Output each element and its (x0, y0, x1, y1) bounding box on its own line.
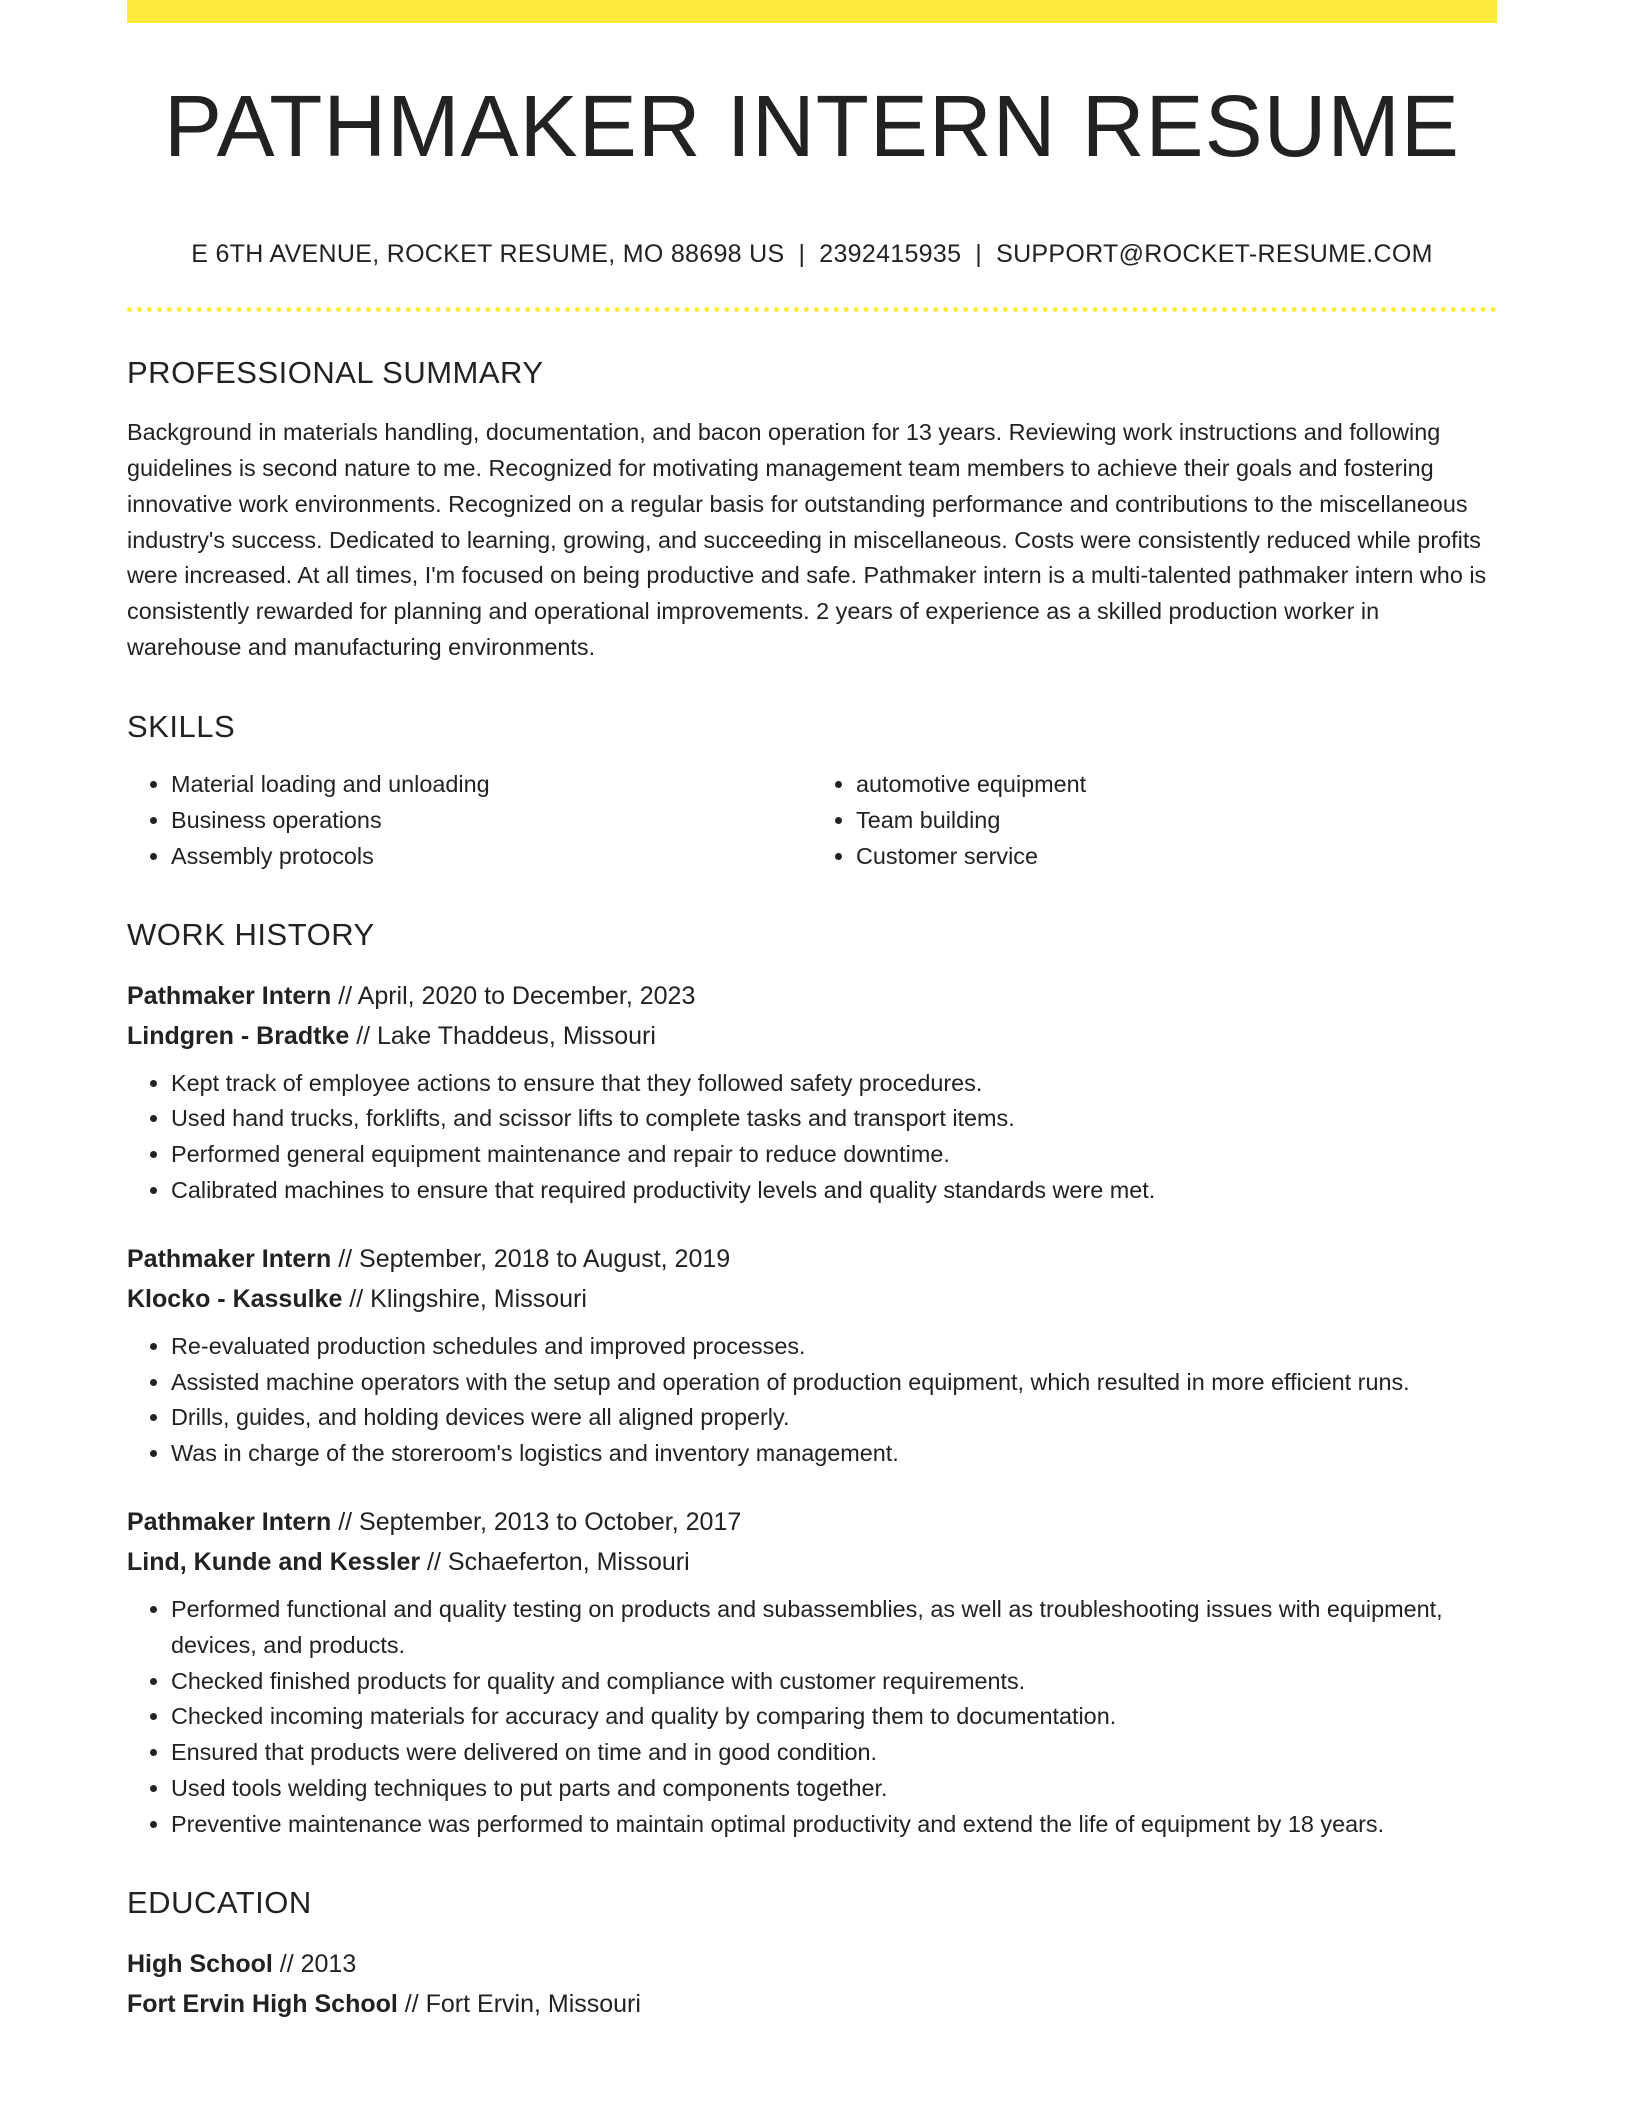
job-title-line (127, 1239, 1497, 1279)
education-degree-line (127, 1944, 1497, 1984)
job-bullet: • Used hand trucks, forklifts, and scissor lifts to complete tasks and transport items. (171, 1101, 1497, 1137)
job-bullets (127, 1066, 1497, 1209)
job-company-line (127, 1279, 1497, 1319)
job-entry (127, 1502, 1497, 1843)
job-title: Pathmaker Intern (127, 1507, 332, 1536)
job-bullet: • Assisted machine operators with the setup and operation of production equipment, which resulted in more efficient runs. (171, 1365, 1497, 1401)
job-bullet: • Performed general equipment maintenance and repair to reduce downtime. (171, 1137, 1497, 1173)
skill-item: • Assembly protocols (171, 839, 812, 875)
contact-phone: 2392415935 (819, 240, 962, 268)
job-bullet: • Re-evaluated production schedules and improved processes. (171, 1329, 1497, 1365)
education-location: // Fort Ervin, Missouri (397, 1989, 641, 2018)
education-entry (127, 1944, 1497, 2024)
skills-heading: SKILLS (127, 708, 236, 744)
education-year: // 2013 (272, 1949, 357, 1978)
skills-list (127, 767, 1497, 874)
skill-item: • automotive equipment (856, 767, 1497, 803)
job-entry (127, 1239, 1497, 1472)
contact-line (127, 240, 1497, 269)
skills-column-right (812, 767, 1497, 874)
summary-text: Background in materials handling, documentation, and bacon operation for 13 years. Reviewing work instructions and following guidelines is second nature to me. Recognized for motivating management team members to achieve their goals and fostering innovative work environments. Recognized on a regular basis for outstanding performance and contributions to the miscellaneous industry's success. Dedicated to learning, growing, and succeeding in miscellaneous. Costs were consistently reduced while profits were increased. At all times, I'm focused on being productive and safe. Pathmaker intern is a multi-talented pathmaker intern who is consistently rewarded for planning and operational improvements. 2 years of experience as a skilled production worker in warehouse and manufacturing environments. (127, 419, 1487, 660)
summary-heading: PROFESSIONAL SUMMARY (127, 355, 544, 390)
job-company: Lindgren - Bradtke (127, 1021, 350, 1050)
job-dates: // September, 2013 to October, 2017 (331, 1507, 742, 1536)
job-bullet: • Kept track of employee actions to ensure that they followed safety procedures. (171, 1066, 1497, 1102)
job-bullet: • Calibrated machines to ensure that required productivity levels and quality standards were met. (171, 1173, 1497, 1209)
job-dates: // September, 2018 to August, 2019 (331, 1244, 731, 1273)
job-bullet: • Preventive maintenance was performed to maintain optimal productivity and extend the life of equipment by 18 years. (171, 1807, 1497, 1843)
job-company-line (127, 1016, 1497, 1056)
work-history-heading: WORK HISTORY (127, 917, 375, 953)
education-heading: EDUCATION (127, 1885, 312, 1921)
job-bullet: • Was in charge of the storeroom's logistics and inventory management. (171, 1436, 1497, 1472)
job-bullets (127, 1329, 1497, 1472)
contact-address: E 6TH AVENUE, ROCKET RESUME, MO 88698 US (191, 240, 785, 268)
job-bullet: • Performed functional and quality testing on products and subassemblies, as well as troubleshooting issues with equipment, devices, and products. (171, 1592, 1497, 1664)
job-bullet: • Used tools welding techniques to put parts and components together. (171, 1771, 1497, 1807)
job-location: // Klingshire, Missouri (342, 1284, 587, 1313)
job-bullets (127, 1592, 1497, 1843)
job-company: Klocko - Kassulke (127, 1284, 343, 1313)
education-school-line (127, 1984, 1497, 2024)
dotted-divider (127, 307, 1497, 312)
job-title-line (127, 1502, 1497, 1542)
contact-separator: | (798, 240, 806, 268)
contact-separator: | (975, 240, 983, 268)
skills-column-left (127, 767, 812, 874)
job-title: Pathmaker Intern (127, 1244, 332, 1273)
contact-email[interactable]: SUPPORT@ROCKET-RESUME.COM (996, 240, 1433, 268)
job-bullet: • Checked incoming materials for accuracy and quality by comparing them to documentation. (171, 1699, 1497, 1735)
education-school: Fort Ervin High School (127, 1989, 398, 2018)
resume-page (127, 0, 1497, 2024)
skill-item: • Business operations (171, 803, 812, 839)
skill-item: • Customer service (856, 839, 1497, 875)
skill-item: • Team building (856, 803, 1497, 839)
job-bullet: • Checked finished products for quality and compliance with customer requirements. (171, 1664, 1497, 1700)
job-bullet: • Drills, guides, and holding devices were all aligned properly. (171, 1400, 1497, 1436)
job-company: Lind, Kunde and Kessler (127, 1547, 421, 1576)
job-bullet: • Ensured that products were delivered on time and in good condition. (171, 1735, 1497, 1771)
resume-title: PATHMAKER INTERN RESUME (164, 78, 1460, 175)
skill-item: • Material loading and unloading (171, 767, 812, 803)
job-title: Pathmaker Intern (127, 981, 332, 1010)
job-title-line (127, 976, 1497, 1016)
job-dates: // April, 2020 to December, 2023 (331, 981, 696, 1010)
job-location: // Lake Thaddeus, Missouri (349, 1021, 656, 1050)
education-degree: High School (127, 1949, 273, 1978)
job-company-line (127, 1542, 1497, 1582)
accent-bar (127, 0, 1497, 23)
job-entry (127, 976, 1497, 1209)
job-location: // Schaeferton, Missouri (420, 1547, 690, 1576)
